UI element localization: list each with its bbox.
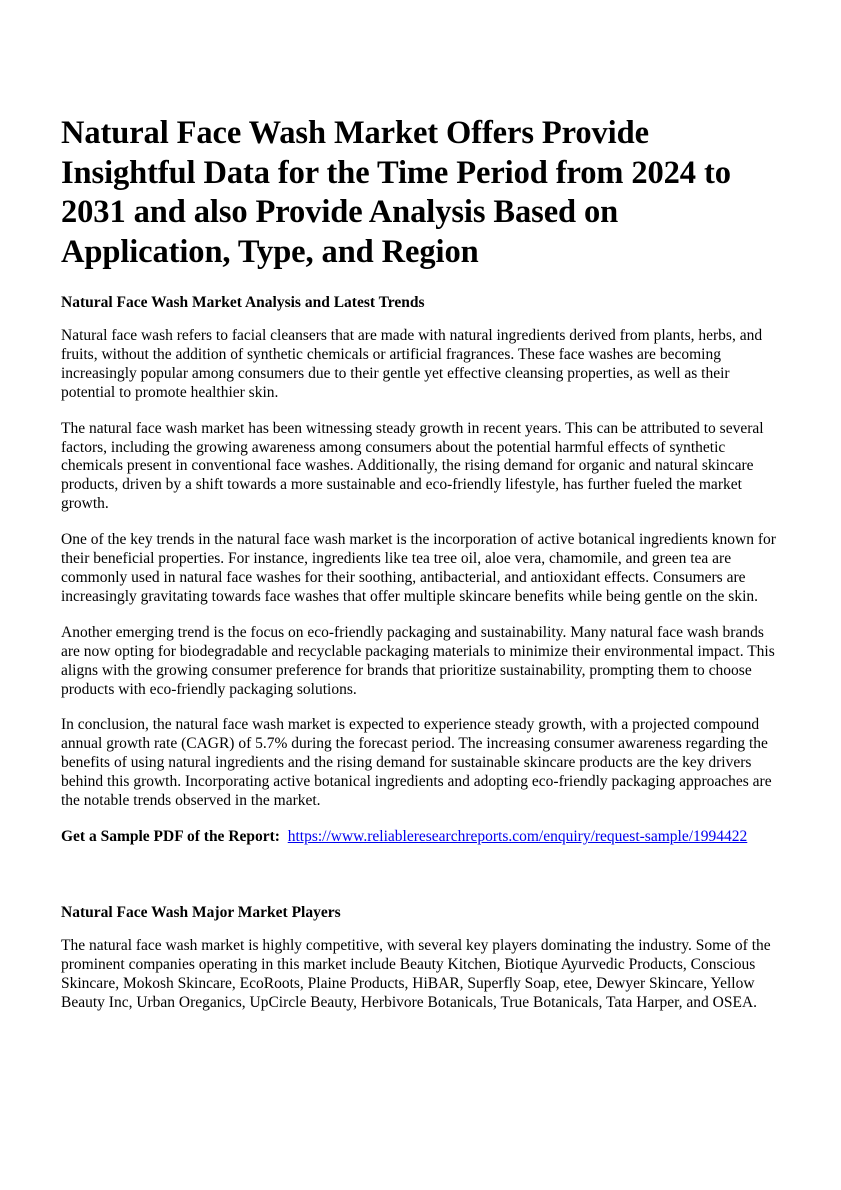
section-heading-market-players: Natural Face Wash Major Market Players: [61, 903, 341, 921]
sample-request-line: [61, 828, 783, 847]
page-title: Natural Face Wash Market Offers Provide Insightful Data for the Time Period from 2024 to 2031 and also Provide Analysis Based on Application, Type, and Region: [61, 115, 731, 270]
paragraph: One of the key trends in the natural face wash market is the incorporation of active botanical ingredients known for their beneficial properties. For instance, ingredients like tea tree oil, aloe vera, chamomile, and green tea are commonly used in natural face washes for their soothing, antibacterial, and antioxidant effects. Consumers are increasingly gravitating towards face washes that offer multiple skincare benefits while being gentle on the skin.: [61, 531, 776, 605]
sample-label: Get a Sample PDF of the Report:: [61, 827, 280, 845]
paragraph: Another emerging trend is the focus on eco-friendly packaging and sustainability. Many natural face wash brands are now opting for biodegradable and recyclable packaging materials to minimize their environmental impact. This aligns with the growing consumer preference for brands that prioritize sustainability, prompting them to choose products with eco-friendly packaging solutions.: [61, 623, 775, 698]
paragraph: The natural face wash market is highly competitive, with several key players dominating the industry. Some of the prominent companies operating in this market include Beauty Kitchen, Biotique Ayurvedic Products, Conscious Skincare, Mokosh Skincare, EcoRoots, Plaine Products, HiBAR, Superfly Soap, etee, Dewyer Skincare, Yellow Beauty Inc, Urban Oreganics, UpCircle Beauty, Herbivore Botanicals, True Botanicals, Tata Harper, and OSEA.: [61, 936, 771, 1011]
paragraph: In conclusion, the natural face wash market is expected to experience steady growth, with a projected compound annual growth rate (CAGR) of 5.7% during the forecast period. The increasing consumer awareness regarding the benefits of using natural ingredients and the rising demand for sustainable skincare products are the key drivers behind this growth. Incorporating active botanical ingredients and adopting eco-friendly packaging approaches are the notable trends observed in the market.: [61, 716, 772, 810]
paragraph: The natural face wash market has been witnessing steady growth in recent years. This can be attributed to several factors, including the growing awareness among consumers about the potential harmful effects of synthetic chemicals present in conventional face washes. Additionally, the rising demand for organic and natural skincare products, driven by a shift towards a more sustainable and eco-friendly lifestyle, has further fueled the market growth.: [61, 419, 764, 513]
document-page: [61, 114, 783, 1029]
spacer: [61, 847, 783, 903]
section-heading-analysis: Natural Face Wash Market Analysis and Latest Trends: [61, 294, 425, 311]
paragraph: Natural face wash refers to facial cleansers that are made with natural ingredients derived from plants, herbs, and fruits, without the addition of synthetic chemicals or artificial fragrances. These face washes are becoming increasingly popular among consumers due to their gentle yet effective cleansing properties, as well as their potential to promote healthier skin.: [61, 327, 763, 401]
sample-report-link[interactable]: https://www.reliableresearchreports.com/enquiry/request-sample/1994422: [287, 827, 748, 845]
